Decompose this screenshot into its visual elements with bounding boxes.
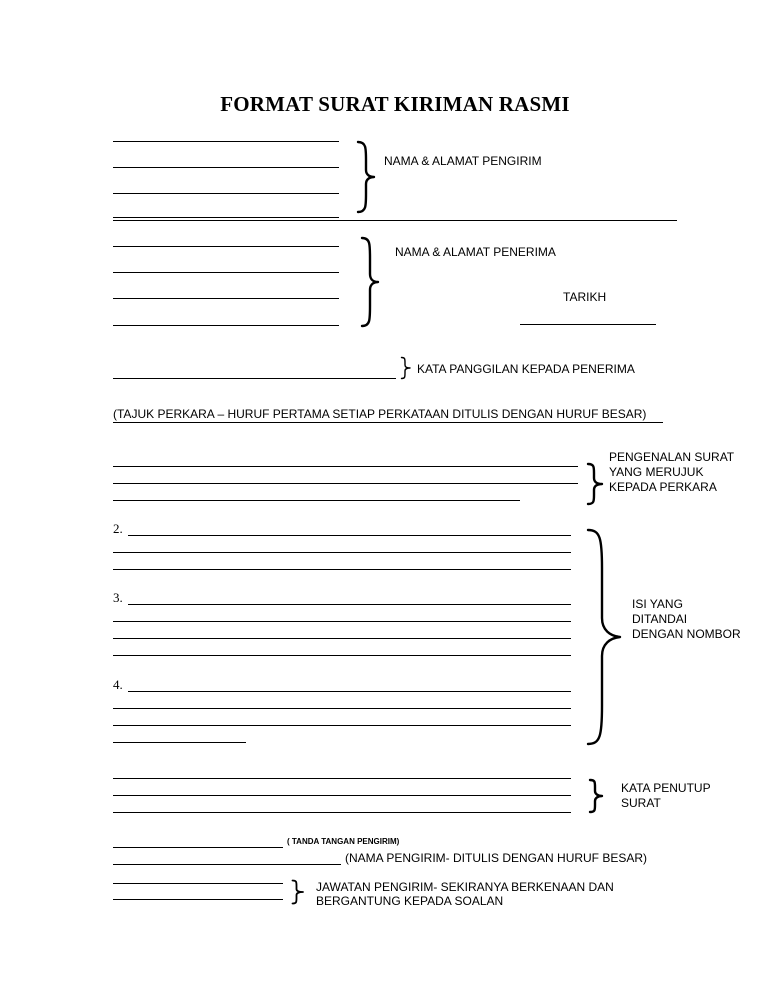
- body-brace-icon: [586, 528, 622, 746]
- sender-address-label: NAMA & ALAMAT PENGIRIM: [384, 154, 542, 168]
- intro-line-3: [113, 500, 520, 501]
- para3-line-4: [113, 655, 571, 656]
- closing-line-3: [113, 812, 571, 813]
- para4-line-2: [113, 708, 571, 709]
- position-label-1: JAWATAN PENGIRIM- SEKIRANYA BERKENAAN DAN: [316, 880, 614, 894]
- separator-line: [113, 220, 677, 221]
- position-line-2: [113, 899, 283, 900]
- body-label-1: ISI YANG: [632, 597, 683, 611]
- intro-brace-icon: [586, 462, 604, 506]
- para3-line-3: [113, 638, 571, 639]
- para4-line-4: [113, 742, 246, 743]
- closing-label-2: SURAT: [621, 796, 661, 810]
- recipient-line-3: [113, 298, 339, 299]
- para2-line-3: [113, 569, 571, 570]
- para4-line-1: [128, 691, 571, 692]
- intro-line-1: [113, 466, 578, 467]
- sender-name-line: [113, 864, 341, 865]
- sender-line-1: [113, 141, 339, 142]
- signature-label: ( TANDA TANGAN PENGIRIM): [287, 837, 400, 846]
- date-label: TARIKH: [563, 290, 607, 304]
- position-line-1: [113, 883, 283, 884]
- recipient-line-4: [113, 325, 339, 326]
- intro-label-2: YANG MERUJUK: [609, 465, 704, 479]
- closing-label-1: KATA PENUTUP: [621, 781, 711, 795]
- intro-label-3: KEPADA PERKARA: [609, 480, 717, 494]
- paragraph-number-4: 4.: [113, 677, 123, 692]
- body-label-3: DENGAN NOMBOR: [632, 627, 741, 641]
- sender-line-4: [113, 217, 339, 218]
- para3-line-2: [113, 621, 571, 622]
- position-label-2: BERGANTUNG KEPADA SOALAN: [316, 894, 504, 908]
- paragraph-number-3: 3.: [113, 590, 123, 605]
- para2-line-2: [113, 552, 571, 553]
- signature-line: [113, 847, 283, 848]
- salutation-line: [113, 378, 396, 379]
- salutation-label: KATA PANGGILAN KEPADA PENERIMA: [417, 362, 635, 376]
- closing-line-2: [113, 795, 571, 796]
- para3-line-1: [128, 604, 571, 605]
- para2-line-1: [128, 535, 571, 536]
- recipient-line-1: [113, 246, 339, 247]
- recipient-brace-icon: [360, 236, 380, 328]
- recipient-address-label: NAMA & ALAMAT PENERIMA: [395, 245, 556, 259]
- salutation-brace-icon: [400, 356, 412, 380]
- closing-brace-icon: [588, 778, 604, 814]
- sender-line-2: [113, 167, 339, 168]
- intro-label-1: PENGENALAN SURAT: [609, 450, 735, 464]
- paragraph-number-2: 2.: [113, 521, 123, 536]
- closing-line-1: [113, 778, 571, 779]
- position-brace-icon: [291, 879, 305, 905]
- intro-line-2: [113, 483, 578, 484]
- subject-underline: [113, 422, 663, 423]
- sender-brace-icon: [356, 140, 376, 214]
- subject-label: (TAJUK PERKARA – HURUF PERTAMA SETIAP PERKATAAN DITULIS DENGAN HURUF BESAR): [113, 407, 647, 421]
- recipient-line-2: [113, 272, 339, 273]
- date-line: [520, 324, 656, 325]
- sender-name-label: (NAMA PENGIRIM- DITULIS DENGAN HURUF BESAR): [345, 851, 648, 865]
- sender-line-3: [113, 193, 339, 194]
- para4-line-3: [113, 725, 571, 726]
- body-label-2: DITANDAI: [632, 612, 688, 626]
- page-title: FORMAT SURAT KIRIMAN RASMI: [220, 92, 570, 116]
